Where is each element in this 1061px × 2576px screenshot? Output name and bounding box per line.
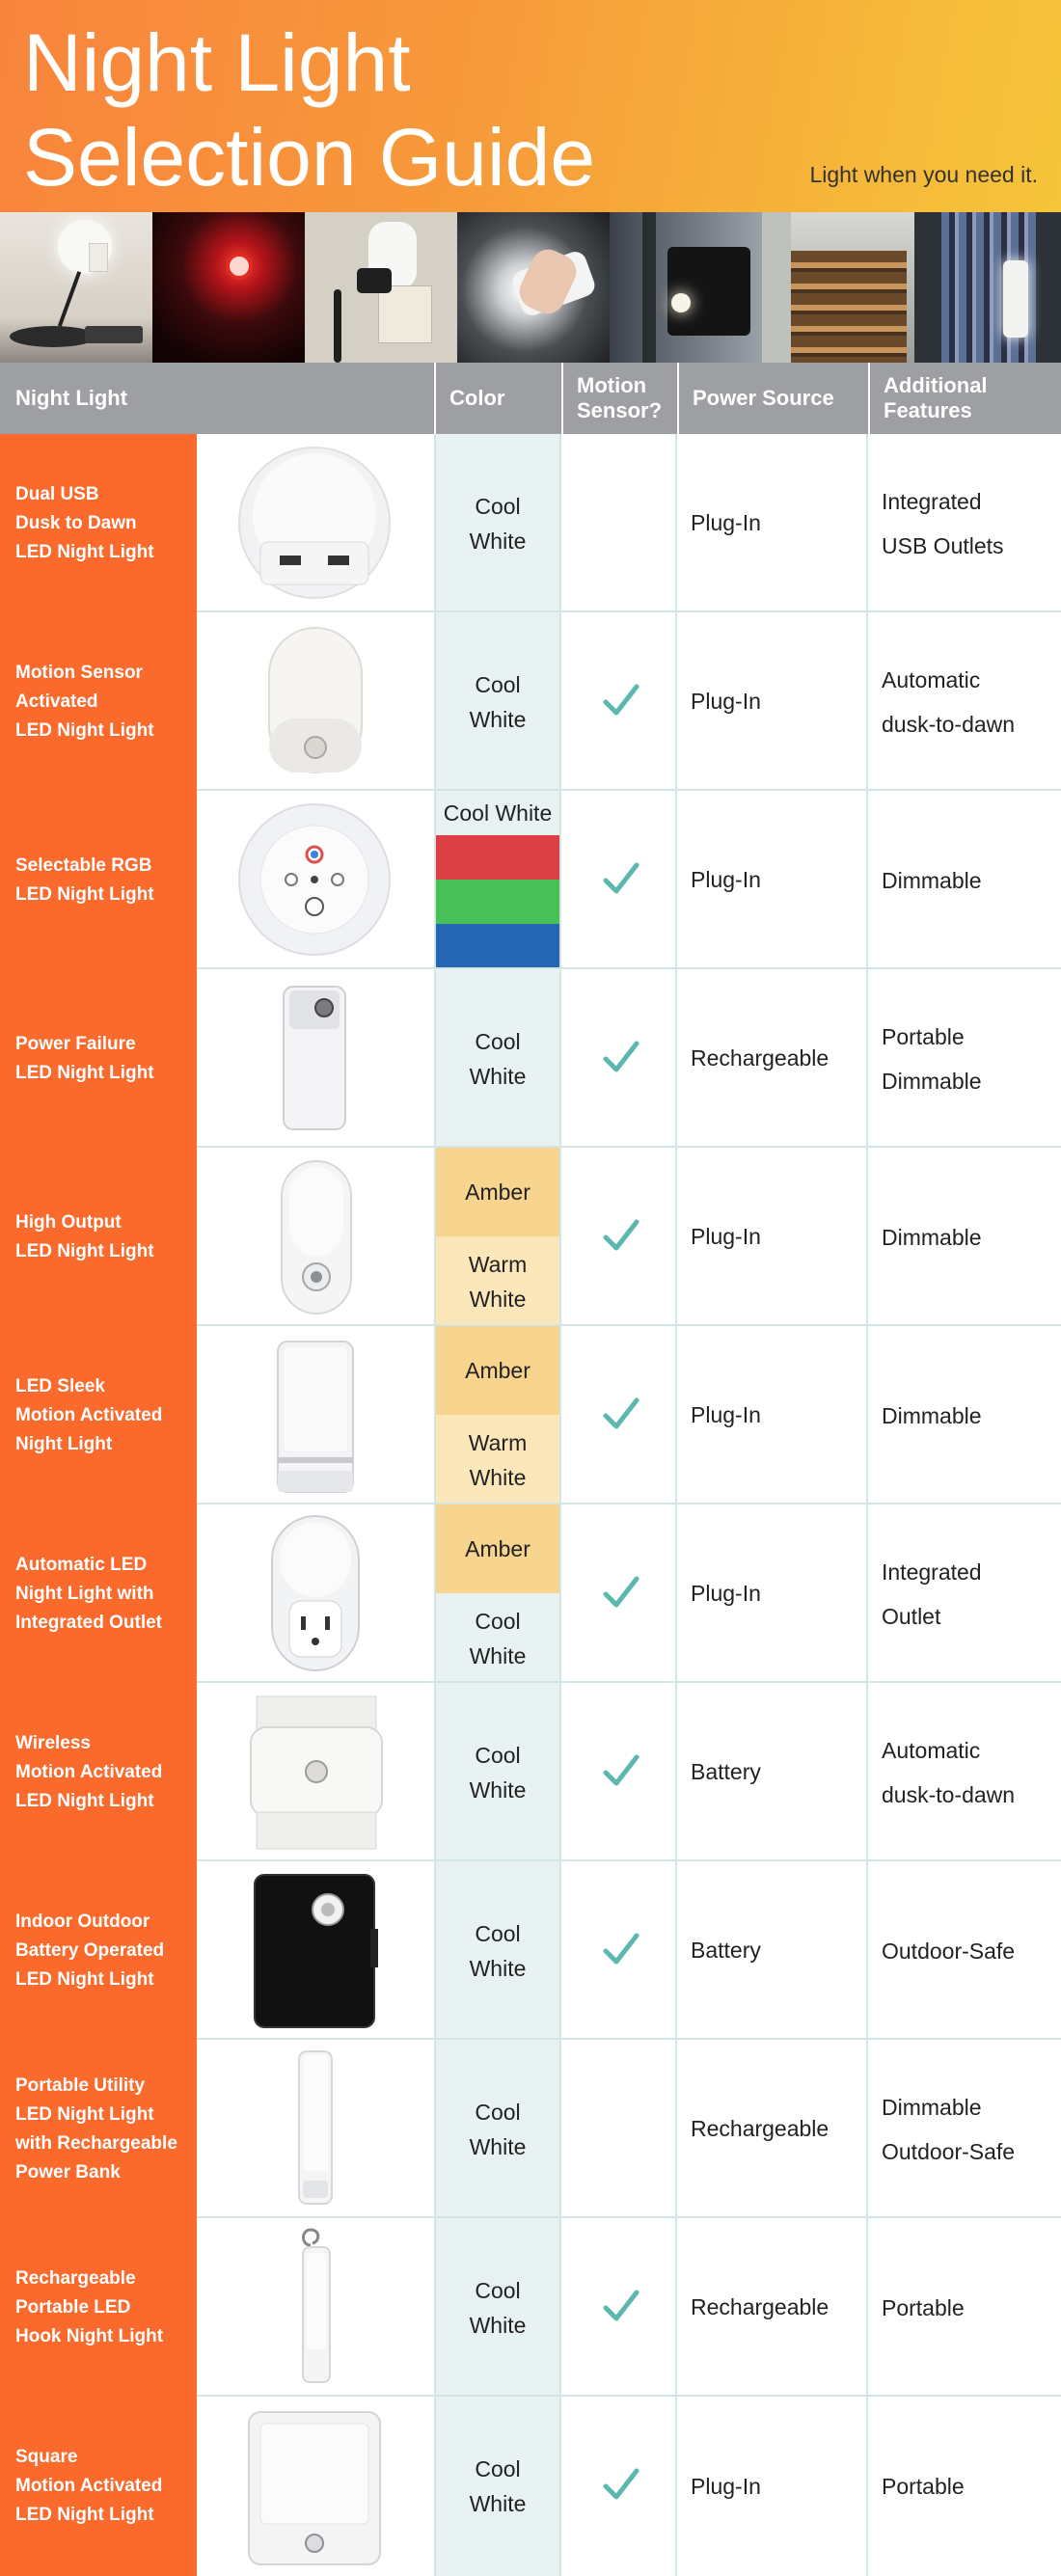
additional-features: Outdoor-Safe [882,1938,1016,1964]
color-swatch-blue [436,924,559,969]
color-warm-white: Warm White [436,1236,559,1326]
outdoor-light-icon [197,1861,434,2040]
checkmark-icon [600,1928,642,1970]
table-header [0,363,1061,434]
photo-red-glow [152,212,305,363]
motion-cell [561,2218,677,2397]
header-color: Color [434,363,561,434]
checkmark-icon [600,2463,642,2506]
power-source: Plug-In [677,2397,868,2576]
color-cell [434,2040,561,2218]
motion-cell [561,2040,677,2218]
additional-features: Dimmable Outdoor-Safe [882,2094,1016,2164]
photo-usb-charging [0,212,152,363]
checkmark-icon [600,1393,642,1435]
additional-features: Portable Dimmable [882,1023,982,1094]
product-name: Motion Sensor Activated LED Night Light [0,612,197,791]
color-cell [434,1148,561,1326]
color-cool-white: Cool White [469,2456,527,2516]
power-source: Rechargeable [677,969,868,1148]
tagline: Light when you need it. [809,162,1038,187]
photo-outdoor-light [610,212,762,363]
color-amber: Amber [436,1505,559,1593]
power-source: Plug-In [677,1505,868,1683]
checkmark-icon [600,1214,642,1257]
additional-features: Dimmable [882,1402,982,1428]
product-name: High Output LED Night Light [0,1148,197,1326]
product-name: Automatic LED Night Light with Integrated Outlet [0,1505,197,1683]
round-rgb-night-light-icon [197,791,434,969]
outlet-light-icon [197,1505,434,1683]
checkmark-icon [600,2285,642,2327]
product-name: Square Motion Activated LED Night Light [0,2397,197,2576]
table-row [0,612,1061,791]
color-warm-white: Warm White [436,1415,559,1505]
color-cool-white: Cool White [469,2277,527,2338]
motion-cell [561,434,677,612]
color-amber: Amber [436,1326,559,1415]
table-row [0,969,1061,1148]
color-swatch-green [436,880,559,924]
color-cell [434,969,561,1148]
square-light-icon [197,2397,434,2576]
power-failure-light-icon [197,969,434,1148]
product-name: Power Failure LED Night Light [0,969,197,1148]
motion-cell [561,2397,677,2576]
product-name: LED Sleek Motion Activated Night Light [0,1326,197,1505]
motion-cell [561,612,677,791]
additional-features: Portable [882,2474,965,2499]
power-source: Battery [677,1683,868,1861]
checkmark-icon [600,857,642,900]
table-row [0,1683,1061,1861]
color-cool-white: Cool White [443,800,553,826]
motion-cell [561,1505,677,1683]
color-cool-white: Cool White [469,1028,527,1089]
additional-features: Automatic dusk-to-dawn [882,666,1016,737]
wireless-light-icon [197,1683,434,1861]
additional-features: Dimmable [882,1224,982,1250]
header-additional-features: Additional Features [868,363,1061,434]
additional-features: Integrated Outlet [882,1559,982,1629]
color-cell [434,1505,561,1683]
color-cell [434,1326,561,1505]
power-source: Rechargeable [677,2218,868,2397]
checkmark-icon [600,1571,642,1613]
product-name: Wireless Motion Activated LED Night Light [0,1683,197,1861]
table-row [0,2218,1061,2397]
additional-features: Dimmable [882,867,982,893]
product-name: Rechargeable Portable LED Hook Night Light [0,2218,197,2397]
table-row [0,434,1061,612]
header-motion-sensor: Motion Sensor? [561,363,677,434]
table-row [0,1326,1061,1505]
photo-person-lantern [914,212,1061,363]
motion-cell [561,1148,677,1326]
oval-motion-night-light-icon [197,612,434,791]
color-cool-white: Cool White [469,1920,527,1981]
power-source: Plug-In [677,612,868,791]
page-title [23,15,698,204]
color-cool-white: Cool White [469,671,527,732]
additional-features: Automatic dusk-to-dawn [882,1737,1016,1807]
round-usb-night-light-icon [197,434,434,612]
color-cell [434,1861,561,2040]
product-name: Dual USB Dusk to Dawn LED Night Light [0,434,197,612]
color-cool-white: Cool White [469,493,527,554]
color-cell [434,434,561,612]
header-night-light: Night Light [15,386,128,410]
power-source: Rechargeable [677,2040,868,2218]
color-cell [434,612,561,791]
power-source: Plug-In [677,434,868,612]
power-source: Plug-In [677,1326,868,1505]
title-line-1: Night Light [23,17,411,108]
table-row [0,1861,1061,2040]
additional-features: Portable [882,2294,965,2320]
product-name: Selectable RGB LED Night Light [0,791,197,969]
motion-cell [561,1683,677,1861]
motion-cell [561,791,677,969]
additional-features: Integrated USB Outlets [882,488,1004,558]
color-cell [434,1683,561,1861]
sleek-light-icon [197,1326,434,1505]
table-row [0,791,1061,969]
color-cell [434,791,561,969]
hook-light-icon [197,2218,434,2397]
color-cool-white: Cool White [469,2099,527,2159]
table-row [0,1505,1061,1683]
high-output-light-icon [197,1148,434,1326]
table-row [0,2040,1061,2218]
power-source: Plug-In [677,791,868,969]
power-source: Battery [677,1861,868,2040]
color-cool-white: Cool White [469,1608,527,1668]
checkmark-icon [600,679,642,721]
color-swatch-red [436,835,559,880]
motion-cell [561,1326,677,1505]
table-body [0,434,1061,2576]
table-row [0,1148,1061,1326]
motion-cell [561,1861,677,2040]
table-row [0,2397,1061,2576]
utility-light-icon [197,2040,434,2218]
header-power-source: Power Source [677,363,868,434]
checkmark-icon [600,1749,642,1792]
product-name: Indoor Outdoor Battery Operated LED Night Light [0,1861,197,2040]
color-amber: Amber [436,1148,559,1236]
color-cool-white: Cool White [469,1742,527,1803]
photo-stairs [762,212,914,363]
header-banner [0,0,1061,212]
color-cell [434,2397,561,2576]
title-line-2: Selection Guide [23,112,596,203]
product-name: Portable Utility LED Night Light with Rechargeable Power Bank [0,2040,197,2218]
photo-outlet-plug [305,212,457,363]
power-source: Plug-In [677,1148,868,1326]
motion-cell [561,969,677,1148]
color-cell [434,2218,561,2397]
photo-handheld-light [457,212,610,363]
checkmark-icon [600,1036,642,1078]
photo-strip [0,212,1061,363]
